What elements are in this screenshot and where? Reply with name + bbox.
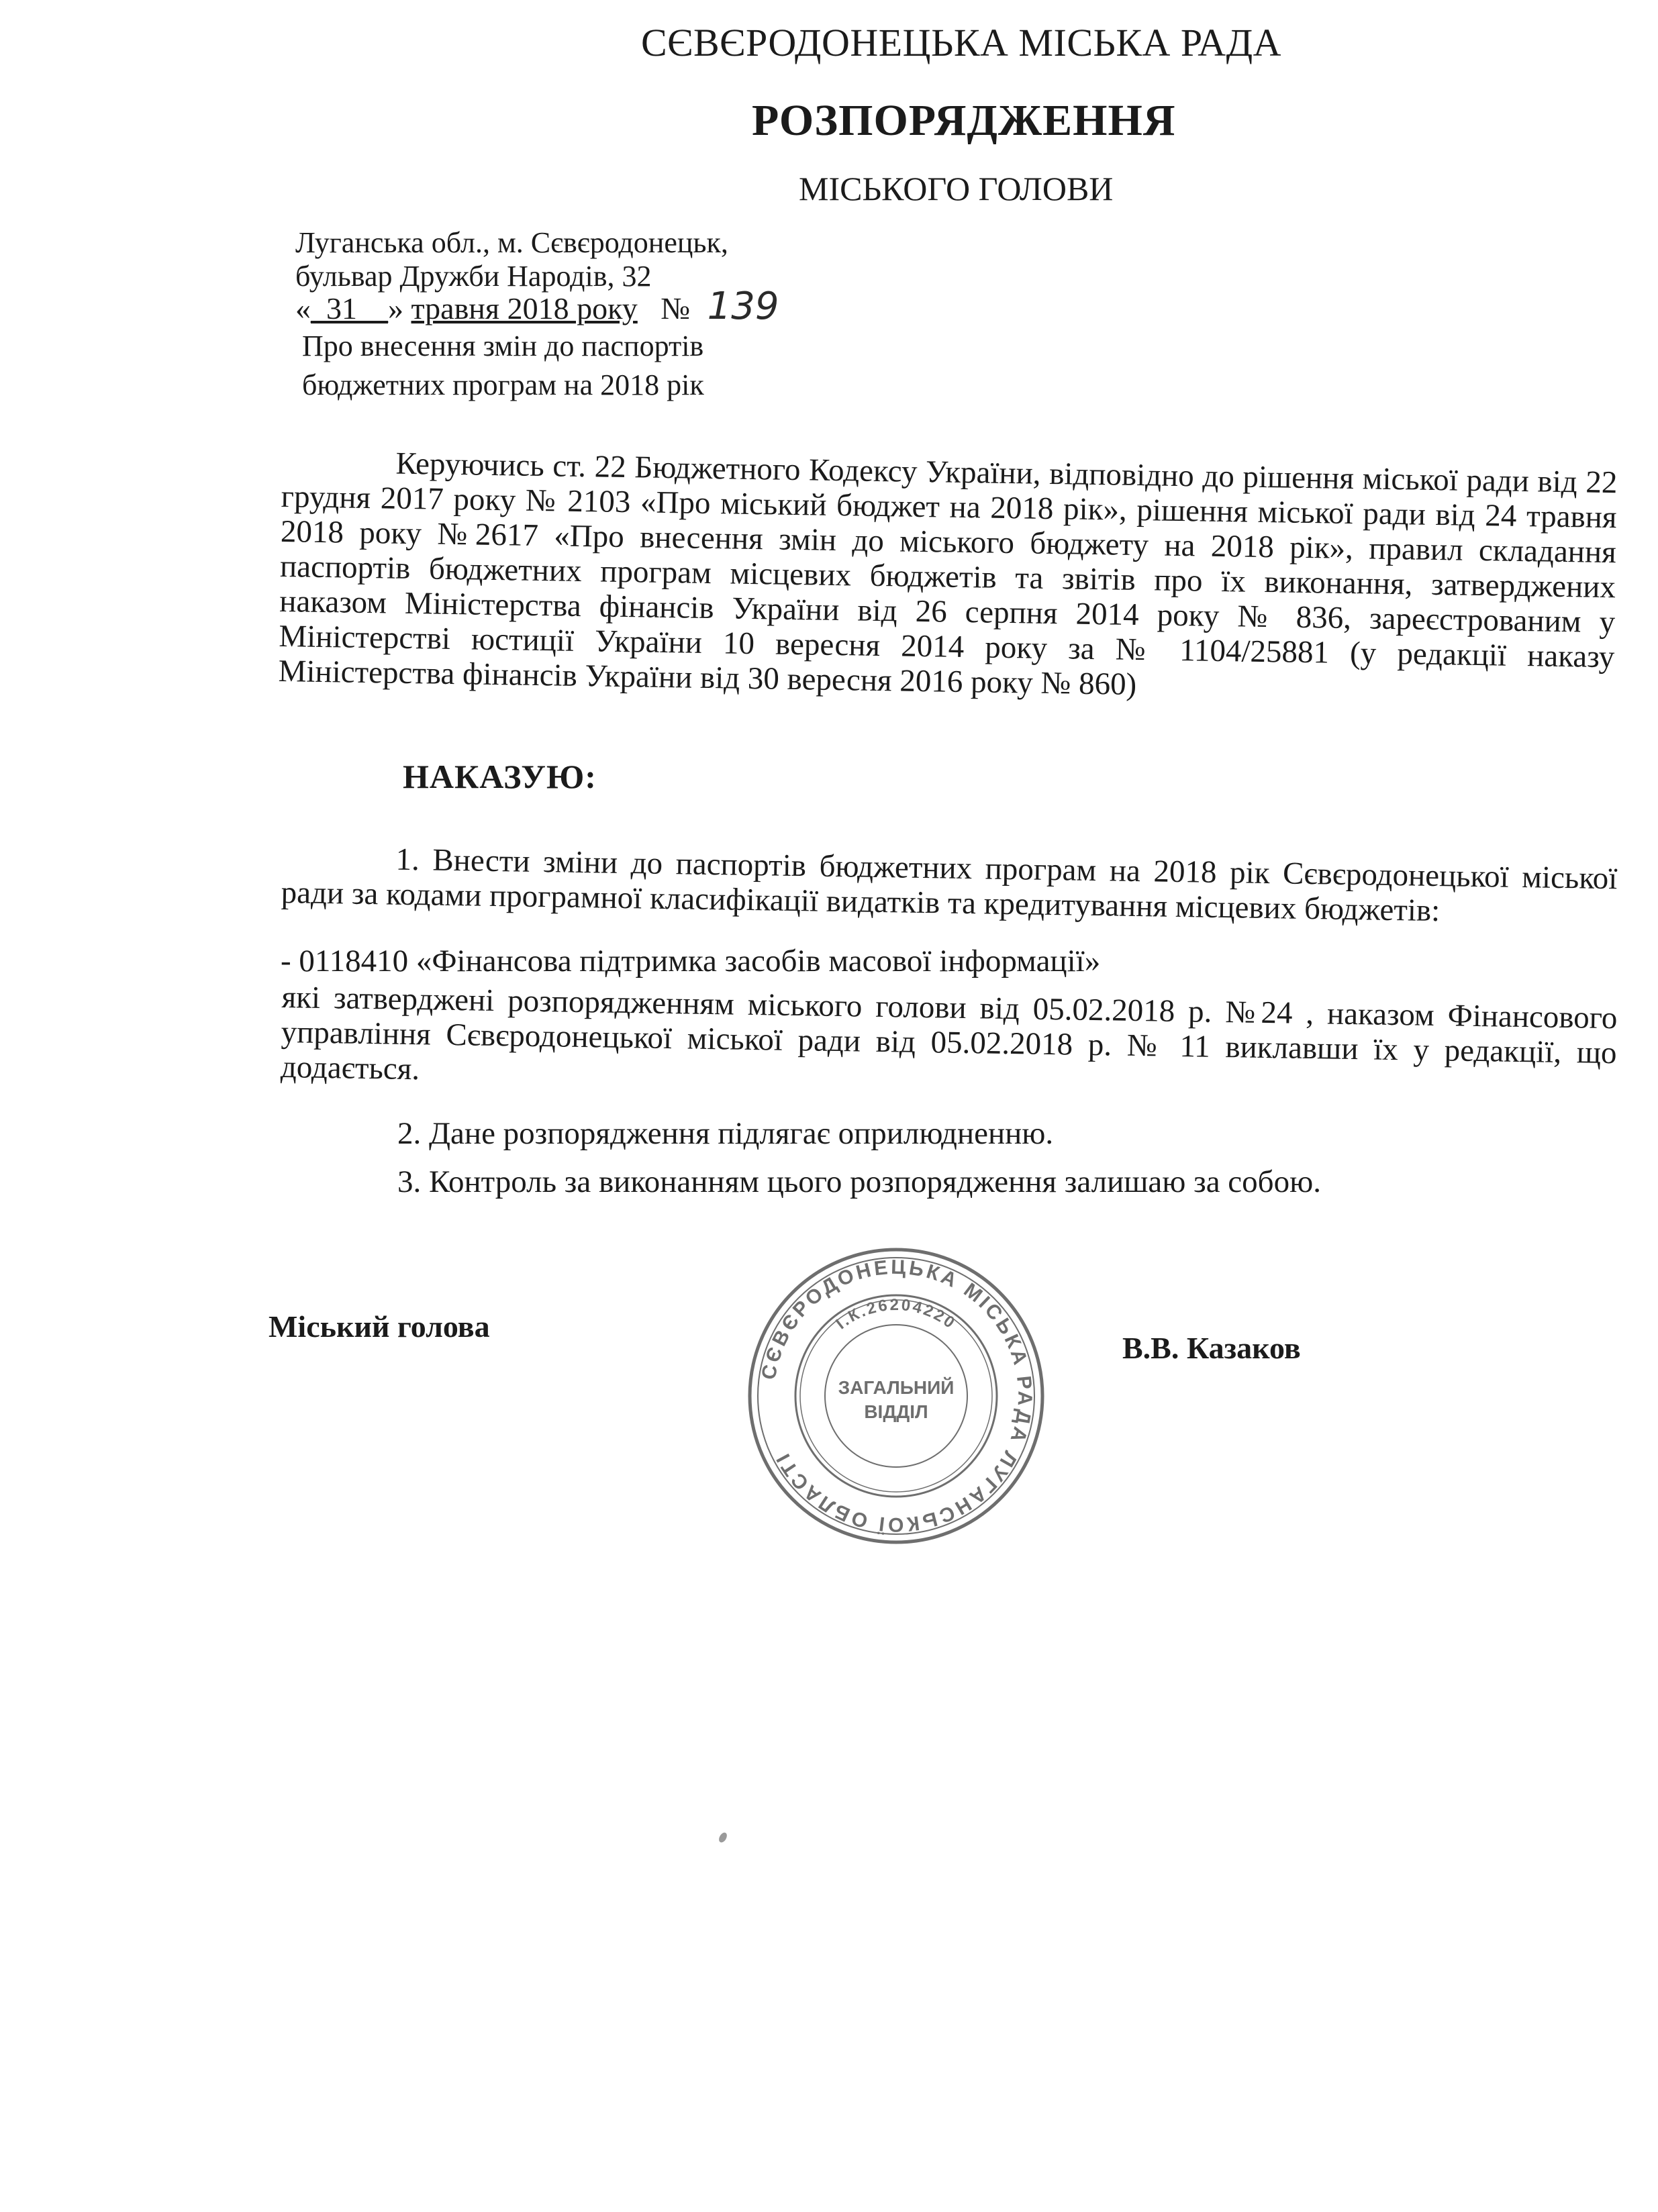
preamble-paragraph — [278, 444, 1617, 709]
seal-center-line-2: ВІДДІЛ — [864, 1401, 928, 1422]
official-seal-stamp — [745, 1245, 1047, 1547]
item-1-intro-paragraph — [281, 840, 1617, 931]
item-1-tail-paragraph — [281, 980, 1618, 1105]
seal-code-textpath: І.К.26204220 — [832, 1295, 960, 1334]
date-month-year: травня 2018 року — [411, 291, 638, 325]
handwritten-document-number: 139 — [707, 285, 779, 328]
address-line-1: Луганська обл., м. Сєвєродонецьк, — [295, 226, 728, 259]
scan-speck — [718, 1831, 729, 1844]
address-line-2: бульвар Дружби Народів, 32 — [295, 260, 652, 293]
date-day: _31__ — [311, 291, 388, 325]
council-title: СЄВЄРОДОНЕЦЬКА МІСЬКА РАДА — [641, 21, 1282, 64]
signature-name: В.В. Казаков — [1122, 1331, 1301, 1365]
seal-center-line-1: ЗАГАЛЬНИЙ — [838, 1377, 955, 1398]
preamble-text: Керуючись ст. 22 Бюджетного Кодексу України, відповідно до рішення міської ради від 22 грудня 2017 року № 2103 «Про міський бюджет на 2018 рік», рішення міської ради від 24 травня 2018 року №2617 «Про внесення змін до міського бюджету на 2018 рік», правил складання паспортів бюджетних програм місцевих бюджетів та звітів про їх виконання, затверджених наказом Міністерства фінансів України від 26 серпня 2014 року № 836, зареєстрованим у Міністерстві юстиції України 10 вересня 2014 року за № 1104/25881 (у редакції наказу Міністерства фінансів України від 30 вересня 2016 року № 860) — [278, 446, 1618, 703]
subject-line-2: бюджетних програм на 2018 рік — [302, 368, 704, 401]
subject-line-1: Про внесення змін до паспортів — [302, 330, 704, 362]
date-open-quote: « — [295, 291, 311, 325]
number-sign: № — [661, 291, 691, 325]
document-subtype-heading: МІСЬКОГО ГОЛОВИ — [799, 170, 1114, 207]
document-type-heading: РОЗПОРЯДЖЕННЯ — [752, 96, 1176, 145]
item-1-tail-text: які затверджені розпорядженням міського голови від 05.02.2018 р. №24 , наказом Фінансового управління Сєвєродонецької міської ради від 05.02.2018 р. № 11 виклавши їх у редакції, що додається. — [280, 980, 1618, 1087]
seal-code-text — [832, 1296, 959, 1333]
date-line — [295, 285, 779, 328]
subject-block — [302, 327, 704, 405]
seal-outer-textpath: СЄВЄРОДОНЕЦЬКА МІСЬКА РАДА ЛУГАНСЬКОЇ ОБЛАСТІ — [757, 1256, 1036, 1536]
item-1-intro-text: 1. Внести зміни до паспортів бюджетних програм на 2018 рік Сєвєродонецької міської ради за кодами програмної класифікації видатків та кредитування місцевих бюджетів: — [281, 842, 1618, 929]
order-heading: НАКАЗУЮ: — [403, 758, 597, 795]
item-2-text: 2. Дане розпорядження підлягає оприлюдненню. — [397, 1116, 1054, 1151]
item-3-text: 3. Контроль за виконанням цього розпорядження залишаю за собою. — [397, 1164, 1321, 1199]
date-close-quote: » — [388, 291, 403, 325]
program-code-line: - 0118410 «Фінансова підтримка засобів масової інформації» — [281, 944, 1101, 978]
signature-title: Міський голова — [269, 1309, 490, 1344]
